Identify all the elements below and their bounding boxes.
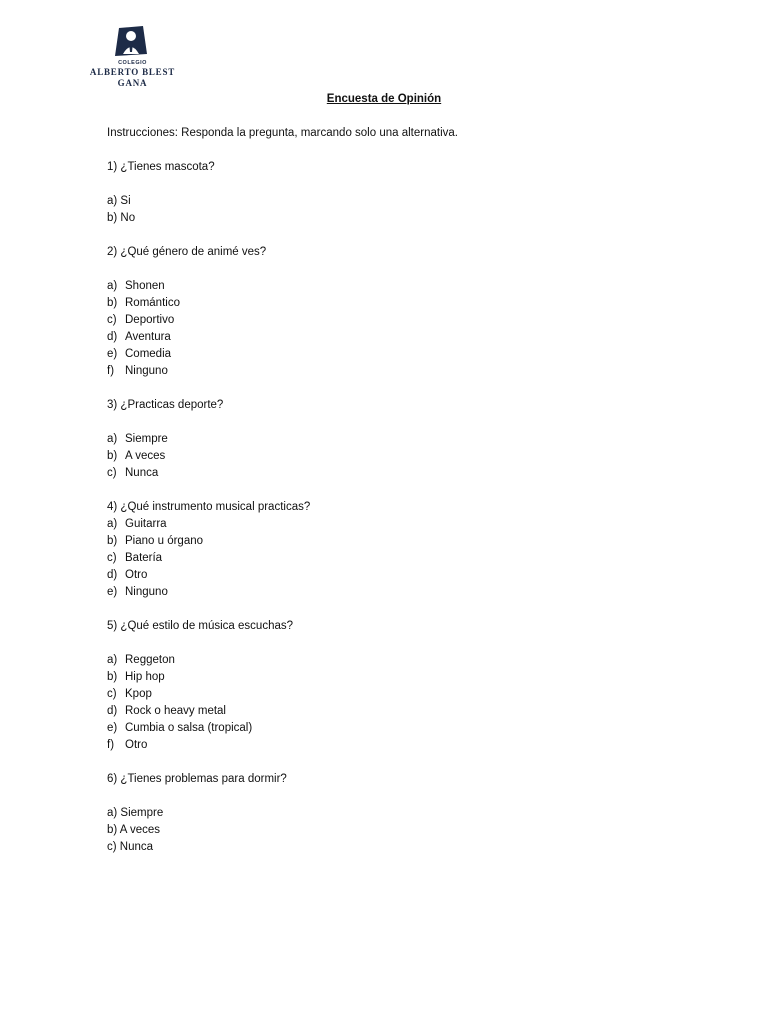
option-label: Rock o heavy metal — [125, 705, 226, 717]
option-label: Kpop — [125, 688, 152, 700]
option-label: Ninguno — [125, 586, 168, 598]
option-label: Piano u órgano — [125, 535, 204, 547]
option-label: Cumbia o salsa (tropical) — [125, 722, 253, 734]
option-label: Nunca — [125, 467, 159, 479]
answer-option[interactable] — [107, 686, 707, 703]
option-letter: e) — [107, 348, 118, 360]
question-text: 6) ¿Tienes problemas para dormir? — [107, 773, 287, 785]
answer-option[interactable] — [107, 567, 707, 584]
option-label: Deportivo — [125, 314, 175, 326]
answer-option[interactable]: b) No — [107, 212, 136, 224]
school-crest-icon — [85, 24, 180, 60]
instructions: Instrucciones: Responda la pregunta, marcando solo una alternativa. — [107, 127, 458, 139]
answer-option[interactable] — [107, 669, 707, 686]
answer-option[interactable] — [107, 516, 707, 533]
question-text: 3) ¿Practicas deporte? — [107, 399, 224, 411]
question-text: 4) ¿Qué instrumento musical practicas? — [107, 501, 311, 513]
answer-option[interactable] — [107, 652, 707, 669]
answer-option[interactable] — [107, 703, 707, 720]
option-letter: c) — [107, 314, 117, 326]
question-text: 5) ¿Qué estilo de música escuchas? — [107, 620, 294, 632]
survey-title: Encuesta de Opinión — [326, 93, 442, 105]
option-label: Siempre — [125, 433, 168, 445]
answer-option[interactable] — [107, 550, 707, 567]
option-letter: d) — [107, 705, 118, 717]
answer-option[interactable] — [107, 346, 707, 363]
option-label: Comedia — [125, 348, 172, 360]
answer-option[interactable]: c) Nunca — [107, 841, 154, 853]
answer-option[interactable] — [107, 584, 707, 601]
option-letter: a) — [107, 518, 118, 530]
option-letter: e) — [107, 722, 118, 734]
option-letter: a) — [107, 654, 118, 666]
option-label: Shonen — [125, 280, 165, 292]
logo-line-2: ALBERTO BLEST GANA — [89, 67, 176, 88]
answer-option[interactable] — [107, 533, 707, 550]
survey-body — [107, 125, 707, 856]
option-label: Romántico — [125, 297, 180, 309]
option-label: Guitarra — [125, 518, 167, 530]
answer-option[interactable]: b) A veces — [107, 824, 161, 836]
answer-option[interactable] — [107, 720, 707, 737]
option-letter: b) — [107, 450, 118, 462]
question-text: 2) ¿Qué género de animé ves? — [107, 246, 267, 258]
answer-option[interactable] — [107, 363, 707, 380]
option-letter: d) — [107, 331, 118, 343]
option-letter: c) — [107, 552, 117, 564]
answer-option[interactable] — [107, 431, 707, 448]
option-label: Batería — [125, 552, 163, 564]
answer-option[interactable] — [107, 312, 707, 329]
answer-option[interactable] — [107, 737, 707, 754]
option-letter: b) — [107, 535, 118, 547]
option-letter: b) — [107, 297, 118, 309]
option-letter: b) — [107, 671, 118, 683]
answer-option[interactable] — [107, 295, 707, 312]
option-letter: c) — [107, 467, 117, 479]
option-label: Reggeton — [125, 654, 175, 666]
option-letter: d) — [107, 569, 118, 581]
option-label: Otro — [125, 739, 148, 751]
option-label: A veces — [125, 450, 166, 462]
option-label: Hip hop — [125, 671, 165, 683]
question-list — [107, 159, 707, 856]
question-text: 1) ¿Tienes mascota? — [107, 161, 215, 173]
option-letter: a) — [107, 433, 118, 445]
option-letter: a) — [107, 280, 118, 292]
option-letter: f) — [107, 739, 115, 751]
logo-line-1: COLEGIO — [118, 60, 147, 66]
answer-option[interactable] — [107, 278, 707, 295]
option-letter: e) — [107, 586, 118, 598]
school-logo — [85, 24, 180, 88]
answer-option[interactable] — [107, 465, 707, 482]
option-letter: c) — [107, 688, 117, 700]
option-label: Aventura — [125, 331, 171, 343]
answer-option[interactable]: a) Si — [107, 195, 131, 207]
answer-option[interactable] — [107, 329, 707, 346]
option-label: Otro — [125, 569, 148, 581]
option-label: Ninguno — [125, 365, 168, 377]
option-letter: f) — [107, 365, 115, 377]
answer-option[interactable]: a) Siempre — [107, 807, 164, 819]
answer-option[interactable] — [107, 448, 707, 465]
